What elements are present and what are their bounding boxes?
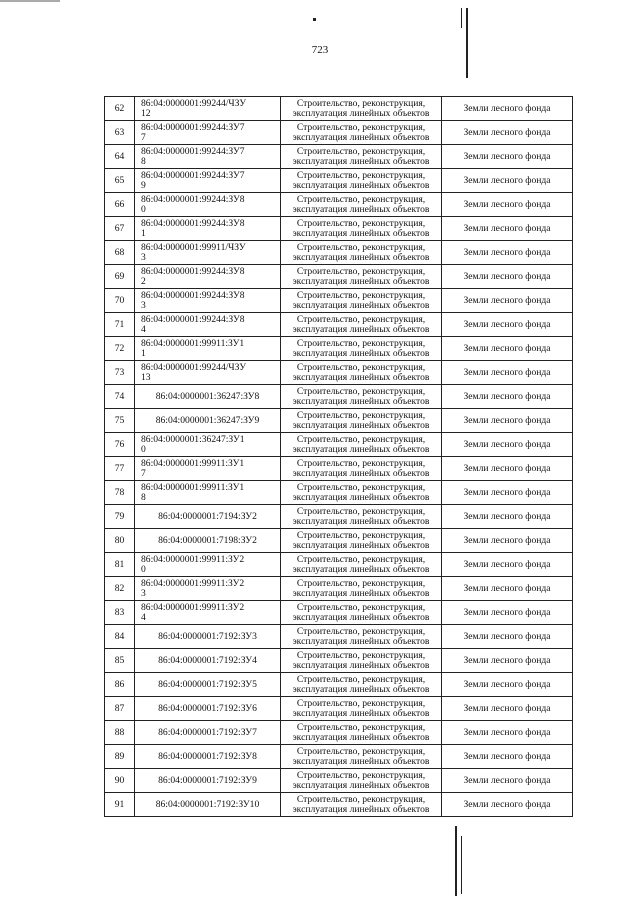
table-row — [105, 433, 573, 457]
land-category-cell: Земли лесного фонда — [442, 529, 573, 553]
land-category-cell: Земли лесного фонда — [442, 217, 573, 241]
table-row — [105, 649, 573, 673]
table-row — [105, 361, 573, 385]
land-category-cell: Земли лесного фонда — [442, 289, 573, 313]
table-row — [105, 313, 573, 337]
page-number: 723 — [311, 44, 329, 56]
cadastral-number-cell: 86:04:0000001:7198:ЗУ2 — [135, 529, 281, 553]
cadastral-number-cell: 86:04:0000001:7192:ЗУ5 — [135, 673, 281, 697]
permitted-use-cell: Строительство, реконструкция, эксплуатация линейных объектов — [281, 745, 442, 769]
row-number-cell: 65 — [105, 169, 135, 193]
cadastral-number-cell: 86:04:0000001:36247:ЗУ8 — [135, 385, 281, 409]
row-number-cell: 69 — [105, 265, 135, 289]
land-category-cell: Земли лесного фонда — [442, 505, 573, 529]
row-number-cell: 79 — [105, 505, 135, 529]
table-row — [105, 97, 573, 121]
scan-artifact-right-top-thin — [461, 8, 462, 28]
cadastral-number-cell: 86:04:0000001:99244/ЧЗУ 12 — [135, 97, 281, 121]
land-category-cell: Земли лесного фонда — [442, 769, 573, 793]
table-row — [105, 769, 573, 793]
row-number-cell: 71 — [105, 313, 135, 337]
land-category-cell: Земли лесного фонда — [442, 625, 573, 649]
row-number-cell: 81 — [105, 553, 135, 577]
table-row — [105, 697, 573, 721]
land-category-cell: Земли лесного фонда — [442, 385, 573, 409]
table-row — [105, 241, 573, 265]
row-number-cell: 67 — [105, 217, 135, 241]
land-category-cell: Земли лесного фонда — [442, 313, 573, 337]
permitted-use-cell: Строительство, реконструкция, эксплуатация линейных объектов — [281, 553, 442, 577]
row-number-cell: 74 — [105, 385, 135, 409]
permitted-use-cell: Строительство, реконструкция, эксплуатация линейных объектов — [281, 121, 442, 145]
land-category-cell: Земли лесного фонда — [442, 673, 573, 697]
permitted-use-cell: Строительство, реконструкция, эксплуатация линейных объектов — [281, 241, 442, 265]
land-category-cell: Земли лесного фонда — [442, 721, 573, 745]
permitted-use-cell: Строительство, реконструкция, эксплуатация линейных объектов — [281, 433, 442, 457]
row-number-cell: 86 — [105, 673, 135, 697]
permitted-use-cell: Строительство, реконструкция, эксплуатация линейных объектов — [281, 313, 442, 337]
cadastral-number-cell: 86:04:0000001:99244:ЗУ7 7 — [135, 121, 281, 145]
permitted-use-cell: Строительство, реконструкция, эксплуатация линейных объектов — [281, 625, 442, 649]
permitted-use-cell: Строительство, реконструкция, эксплуатация линейных объектов — [281, 649, 442, 673]
table-row — [105, 193, 573, 217]
cadastral-number-cell: 86:04:0000001:7192:ЗУ9 — [135, 769, 281, 793]
table-row — [105, 169, 573, 193]
cadastral-number-cell: 86:04:0000001:99911:ЗУ2 4 — [135, 601, 281, 625]
permitted-use-cell: Строительство, реконструкция, эксплуатация линейных объектов — [281, 481, 442, 505]
cadastral-number-cell: 86:04:0000001:99911:ЗУ1 8 — [135, 481, 281, 505]
cadastral-number-cell: 86:04:0000001:99244:ЗУ7 9 — [135, 169, 281, 193]
land-category-cell: Земли лесного фонда — [442, 481, 573, 505]
table-row — [105, 601, 573, 625]
land-category-cell: Земли лесного фонда — [442, 745, 573, 769]
row-number-cell: 90 — [105, 769, 135, 793]
permitted-use-cell: Строительство, реконструкция, эксплуатация линейных объектов — [281, 577, 442, 601]
permitted-use-cell: Строительство, реконструкция, эксплуатация линейных объектов — [281, 457, 442, 481]
permitted-use-cell: Строительство, реконструкция, эксплуатация линейных объектов — [281, 385, 442, 409]
permitted-use-cell: Строительство, реконструкция, эксплуатация линейных объектов — [281, 193, 442, 217]
permitted-use-cell: Строительство, реконструкция, эксплуатация линейных объектов — [281, 601, 442, 625]
land-category-cell: Земли лесного фонда — [442, 409, 573, 433]
permitted-use-cell: Строительство, реконструкция, эксплуатация линейных объектов — [281, 289, 442, 313]
row-number-cell: 87 — [105, 697, 135, 721]
table-row — [105, 217, 573, 241]
land-category-cell: Земли лесного фонда — [442, 577, 573, 601]
row-number-cell: 80 — [105, 529, 135, 553]
land-category-cell: Земли лесного фонда — [442, 553, 573, 577]
table-row — [105, 265, 573, 289]
cadastral-number-cell: 86:04:0000001:99244:ЗУ8 3 — [135, 289, 281, 313]
row-number-cell: 84 — [105, 625, 135, 649]
cadastral-number-cell: 86:04:0000001:7192:ЗУ3 — [135, 625, 281, 649]
table-row — [105, 529, 573, 553]
row-number-cell: 82 — [105, 577, 135, 601]
scan-artifact-dot — [313, 18, 316, 21]
table-row — [105, 385, 573, 409]
cadastral-number-cell: 86:04:0000001:99244:ЗУ8 0 — [135, 193, 281, 217]
cadastral-number-cell: 86:04:0000001:36247:ЗУ1 0 — [135, 433, 281, 457]
cadastral-number-cell: 86:04:0000001:99244:ЗУ8 1 — [135, 217, 281, 241]
cadastral-number-cell: 86:04:0000001:7192:ЗУ6 — [135, 697, 281, 721]
table-row — [105, 457, 573, 481]
scan-artifact-bottom — [455, 826, 457, 896]
land-category-cell: Земли лесного фонда — [442, 649, 573, 673]
permitted-use-cell: Строительство, реконструкция, эксплуатация линейных объектов — [281, 505, 442, 529]
land-category-cell: Земли лесного фонда — [442, 265, 573, 289]
row-number-cell: 78 — [105, 481, 135, 505]
table-row — [105, 145, 573, 169]
scan-artifact-right-top — [466, 8, 468, 78]
cadastral-number-cell: 86:04:0000001:7194:ЗУ2 — [135, 505, 281, 529]
table-row — [105, 745, 573, 769]
cadastral-number-cell: 86:04:0000001:99911:ЗУ2 0 — [135, 553, 281, 577]
permitted-use-cell: Строительство, реконструкция, эксплуатация линейных объектов — [281, 145, 442, 169]
permitted-use-cell: Строительство, реконструкция, эксплуатация линейных объектов — [281, 361, 442, 385]
land-category-cell: Земли лесного фонда — [442, 121, 573, 145]
scan-artifact-top — [0, 0, 60, 2]
scan-artifact-bottom-thin — [461, 836, 462, 894]
permitted-use-cell: Строительство, реконструкция, эксплуатация линейных объектов — [281, 769, 442, 793]
land-category-cell: Земли лесного фонда — [442, 601, 573, 625]
row-number-cell: 91 — [105, 793, 135, 817]
table-row — [105, 337, 573, 361]
row-number-cell: 64 — [105, 145, 135, 169]
table-row — [105, 577, 573, 601]
land-category-cell: Земли лесного фонда — [442, 169, 573, 193]
permitted-use-cell: Строительство, реконструкция, эксплуатация линейных объектов — [281, 529, 442, 553]
table-row — [105, 793, 573, 817]
land-category-cell: Земли лесного фонда — [442, 457, 573, 481]
cadastral-number-cell: 86:04:0000001:99244:ЗУ8 4 — [135, 313, 281, 337]
land-category-cell: Земли лесного фонда — [442, 97, 573, 121]
row-number-cell: 85 — [105, 649, 135, 673]
table-row — [105, 673, 573, 697]
cadastral-number-cell: 86:04:0000001:7192:ЗУ10 — [135, 793, 281, 817]
table-row — [105, 625, 573, 649]
table-row — [105, 481, 573, 505]
permitted-use-cell: Строительство, реконструкция, эксплуатация линейных объектов — [281, 265, 442, 289]
row-number-cell: 68 — [105, 241, 135, 265]
cadastral-number-cell: 86:04:0000001:7192:ЗУ8 — [135, 745, 281, 769]
permitted-use-cell: Строительство, реконструкция, эксплуатация линейных объектов — [281, 673, 442, 697]
permitted-use-cell: Строительство, реконструкция, эксплуатация линейных объектов — [281, 793, 442, 817]
cadastral-number-cell: 86:04:0000001:99911:ЗУ1 7 — [135, 457, 281, 481]
land-category-cell: Земли лесного фонда — [442, 241, 573, 265]
row-number-cell: 75 — [105, 409, 135, 433]
cadastral-number-cell: 86:04:0000001:99244:ЗУ8 2 — [135, 265, 281, 289]
table-row — [105, 409, 573, 433]
land-category-cell: Земли лесного фонда — [442, 433, 573, 457]
permitted-use-cell: Строительство, реконструкция, эксплуатация линейных объектов — [281, 697, 442, 721]
cadastral-number-cell: 86:04:0000001:99911:ЗУ1 1 — [135, 337, 281, 361]
table-row — [105, 121, 573, 145]
cadastral-number-cell: 86:04:0000001:36247:ЗУ9 — [135, 409, 281, 433]
row-number-cell: 66 — [105, 193, 135, 217]
row-number-cell: 76 — [105, 433, 135, 457]
cadastral-number-cell: 86:04:0000001:99244/ЧЗУ 13 — [135, 361, 281, 385]
row-number-cell: 77 — [105, 457, 135, 481]
table-body — [105, 97, 573, 817]
row-number-cell: 63 — [105, 121, 135, 145]
cadastral-number-cell: 86:04:0000001:7192:ЗУ7 — [135, 721, 281, 745]
table-row — [105, 721, 573, 745]
cadastral-number-cell: 86:04:0000001:99911/ЧЗУ 3 — [135, 241, 281, 265]
table-row — [105, 553, 573, 577]
permitted-use-cell: Строительство, реконструкция, эксплуатация линейных объектов — [281, 97, 442, 121]
row-number-cell: 70 — [105, 289, 135, 313]
land-category-cell: Земли лесного фонда — [442, 361, 573, 385]
row-number-cell: 62 — [105, 97, 135, 121]
row-number-cell: 89 — [105, 745, 135, 769]
permitted-use-cell: Строительство, реконструкция, эксплуатация линейных объектов — [281, 337, 442, 361]
land-category-cell: Земли лесного фонда — [442, 337, 573, 361]
table-row — [105, 505, 573, 529]
land-category-cell: Земли лесного фонда — [442, 697, 573, 721]
permitted-use-cell: Строительство, реконструкция, эксплуатация линейных объектов — [281, 217, 442, 241]
row-number-cell: 88 — [105, 721, 135, 745]
land-plot-table — [104, 96, 573, 817]
row-number-cell: 72 — [105, 337, 135, 361]
land-category-cell: Земли лесного фонда — [442, 793, 573, 817]
row-number-cell: 83 — [105, 601, 135, 625]
permitted-use-cell: Строительство, реконструкция, эксплуатация линейных объектов — [281, 721, 442, 745]
cadastral-number-cell: 86:04:0000001:99244:ЗУ7 8 — [135, 145, 281, 169]
cadastral-number-cell: 86:04:0000001:7192:ЗУ4 — [135, 649, 281, 673]
row-number-cell: 73 — [105, 361, 135, 385]
cadastral-number-cell: 86:04:0000001:99911:ЗУ2 3 — [135, 577, 281, 601]
permitted-use-cell: Строительство, реконструкция, эксплуатация линейных объектов — [281, 409, 442, 433]
table-row — [105, 289, 573, 313]
land-category-cell: Земли лесного фонда — [442, 193, 573, 217]
permitted-use-cell: Строительство, реконструкция, эксплуатация линейных объектов — [281, 169, 442, 193]
land-category-cell: Земли лесного фонда — [442, 145, 573, 169]
